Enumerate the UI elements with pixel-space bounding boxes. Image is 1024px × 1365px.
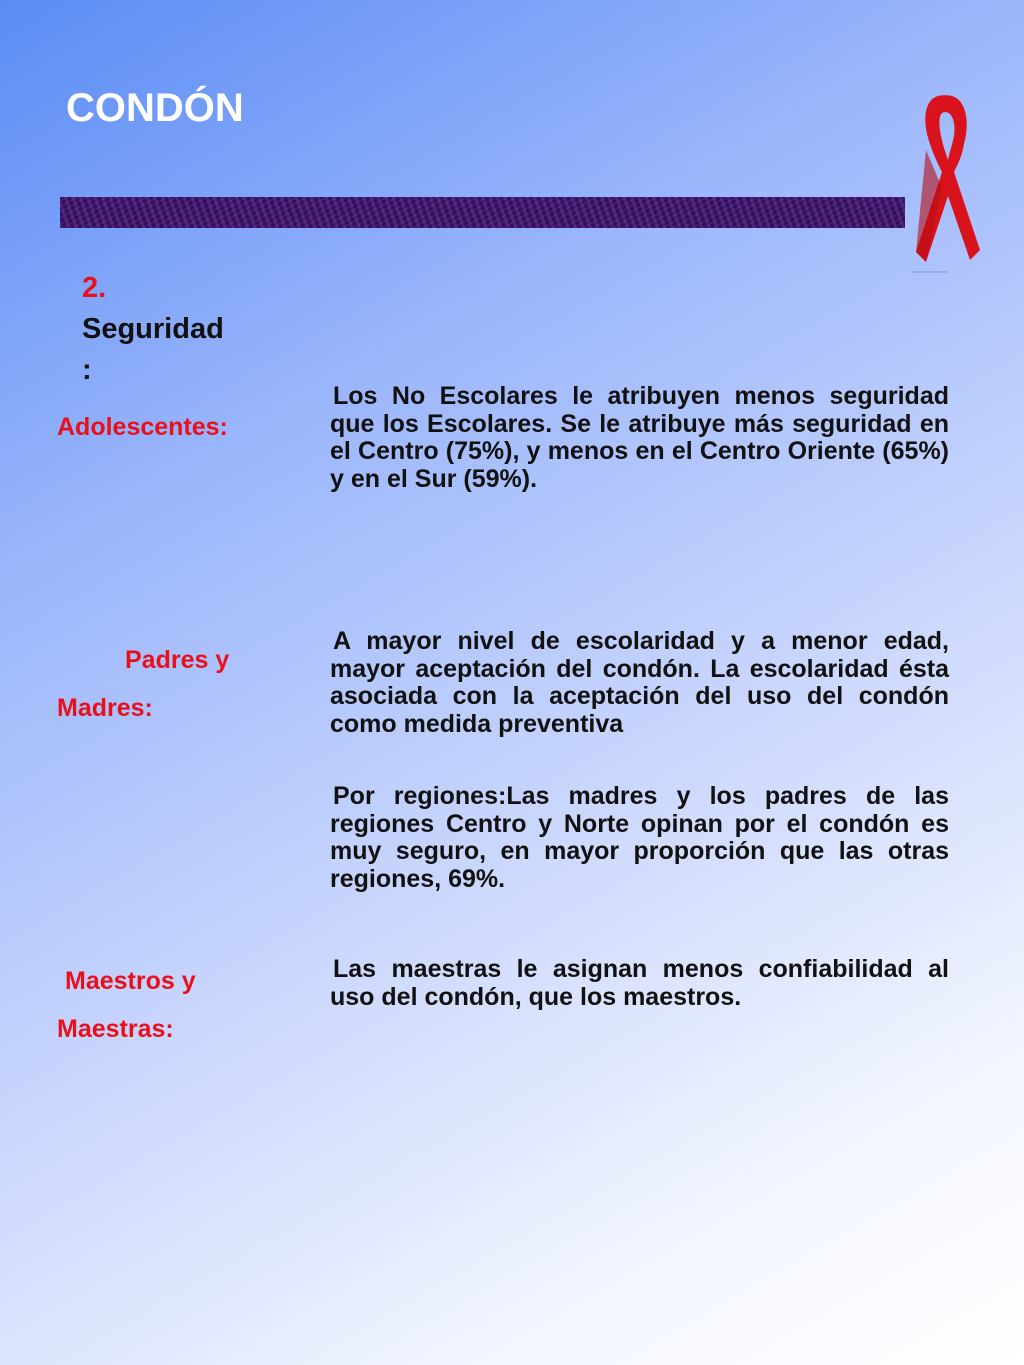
label-adolescentes: Adolescentes: (57, 413, 228, 441)
section-colon: : (82, 354, 92, 386)
label-padres-line2: Madres: (57, 694, 153, 722)
section-number: 2. (82, 272, 107, 304)
label-maestros-line1: Maestros y (65, 967, 196, 995)
label-maestros-line2: Maestras: (57, 1015, 174, 1043)
text-maestros: Las maestras le asignan menos confiabilidad al uso del condón, que los maestros. (330, 955, 949, 1011)
decorative-bar (60, 197, 905, 228)
section-heading (82, 268, 262, 391)
label-padres-line1: Padres y (125, 646, 230, 674)
red-ribbon-icon (912, 92, 980, 274)
text-padres-escolaridad: A mayor nivel de escolaridad y a menor edad, mayor aceptación del condón. La escolaridad ésta asociada con la aceptación del uso del condón como medida preventiva (330, 627, 949, 738)
text-adolescentes: Los No Escolares le atribuyen menos seguridad que los Escolares. Se le atribuye más seguridad en el Centro (75%), y menos en el Centro Oriente (65%) y en el Sur (59%). (330, 382, 949, 493)
slide-title: CONDÓN (66, 86, 244, 130)
text-padres-regiones: Por regiones:Las madres y los padres de las regiones Centro y Norte opinan por el condón es muy seguro, en mayor proporción que las otras regiones, 69%. (330, 782, 949, 893)
section-title: Seguridad (82, 313, 224, 345)
